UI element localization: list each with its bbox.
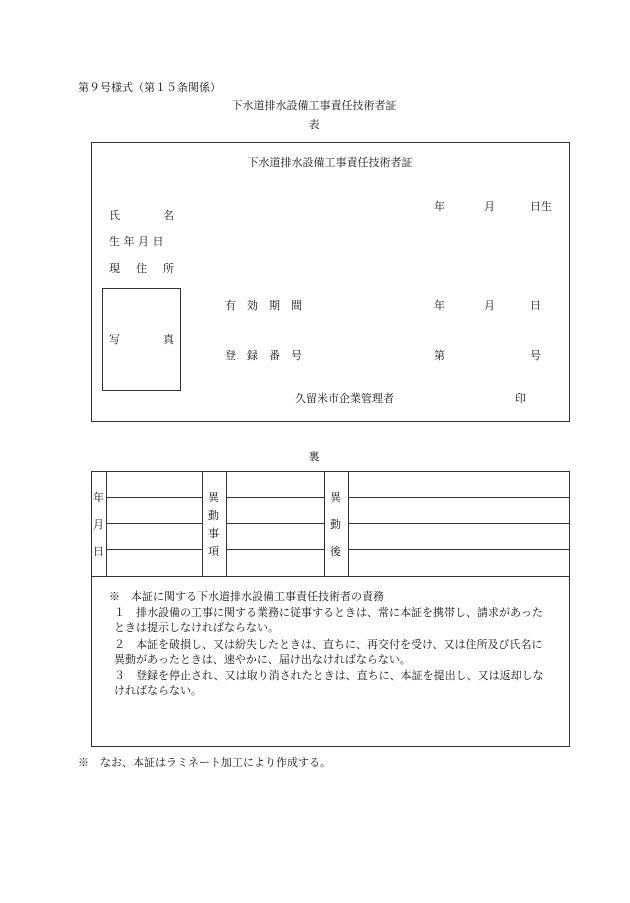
card-title: 下水道排水設備工事責任技術者証 (247, 156, 413, 169)
validity-year: 年 (434, 299, 445, 312)
footer-note: ※ なお、本証はラミネート加工により作成する。 (78, 756, 331, 769)
change-item-header-char: 異 (208, 491, 219, 504)
after-change-header-char: 後 (330, 545, 341, 558)
duties-title: ※ 本証に関する下水道排水設備工事責任技術者の責務 (109, 590, 384, 603)
back-label: 裏 (308, 450, 320, 463)
photo-label-2: 真 (163, 333, 174, 346)
address-label-1: 現 (109, 262, 120, 275)
front-label: 表 (308, 118, 320, 131)
seal-mark: 印 (515, 392, 526, 405)
validity-day: 日 (530, 299, 541, 312)
date-header-char: 日 (93, 545, 104, 558)
birthdate-label: 生 年 月 日 (109, 235, 164, 248)
registration-label: 登 録 番 号 (225, 349, 302, 362)
row-line (106, 497, 202, 498)
duty-item-continuation: ければならない。 (114, 684, 202, 697)
col-divider (202, 471, 203, 576)
col-divider (324, 471, 325, 576)
address-label-2: 住 (136, 262, 147, 275)
change-item-header-char: 事 (208, 527, 219, 540)
name-label-2: 名 (163, 209, 174, 222)
duty-item: ３ 登録を停止され、又は取り消されたときは、直ちに、本証を提出し、又は返却しな (114, 669, 544, 682)
row-line (348, 497, 570, 498)
after-change-header-char: 動 (330, 518, 341, 531)
birth-day: 日生 (530, 200, 552, 213)
row-line (226, 497, 324, 498)
history-section-divider (91, 576, 570, 577)
row-line (106, 523, 202, 524)
name-label-1: 氏 (109, 209, 120, 222)
change-item-header-char: 動 (208, 509, 219, 522)
duty-item: ２ 本証を破損し、又は紛失したときは、直ちに、再交付を受け、又は住所及び氏名に (114, 638, 543, 651)
birth-year: 年 (434, 200, 445, 213)
duty-item: １ 排水設備の工事に関する業務に従事するときは、常に本証を携帯し、請求があった (114, 606, 543, 619)
row-line (226, 523, 324, 524)
row-line (348, 549, 570, 550)
document-title: 下水道排水設備工事責任技術者証 (231, 99, 397, 112)
validity-month: 月 (484, 299, 495, 312)
registration-suffix: 号 (530, 349, 541, 362)
duty-item-continuation: 異動があったときは、速やかに、届け出なければならない。 (114, 653, 411, 666)
birth-month: 月 (484, 200, 495, 213)
row-line (106, 549, 202, 550)
change-item-header-char: 項 (208, 545, 219, 558)
address-label-3: 所 (163, 262, 174, 275)
date-header-char: 月 (93, 518, 104, 531)
after-change-header-char: 異 (330, 491, 341, 504)
date-header-char: 年 (93, 491, 104, 504)
row-line (226, 549, 324, 550)
row-line (348, 523, 570, 524)
duty-item-continuation: ときは提示しなければならない。 (114, 621, 279, 634)
issuer-name: 久留米市企業管理者 (295, 392, 394, 405)
form-number: 第９号様式（第１５条関係） (78, 81, 221, 94)
photo-label-1: 写 (109, 333, 120, 346)
validity-label: 有 効 期 間 (225, 299, 302, 312)
registration-prefix: 第 (434, 349, 445, 362)
